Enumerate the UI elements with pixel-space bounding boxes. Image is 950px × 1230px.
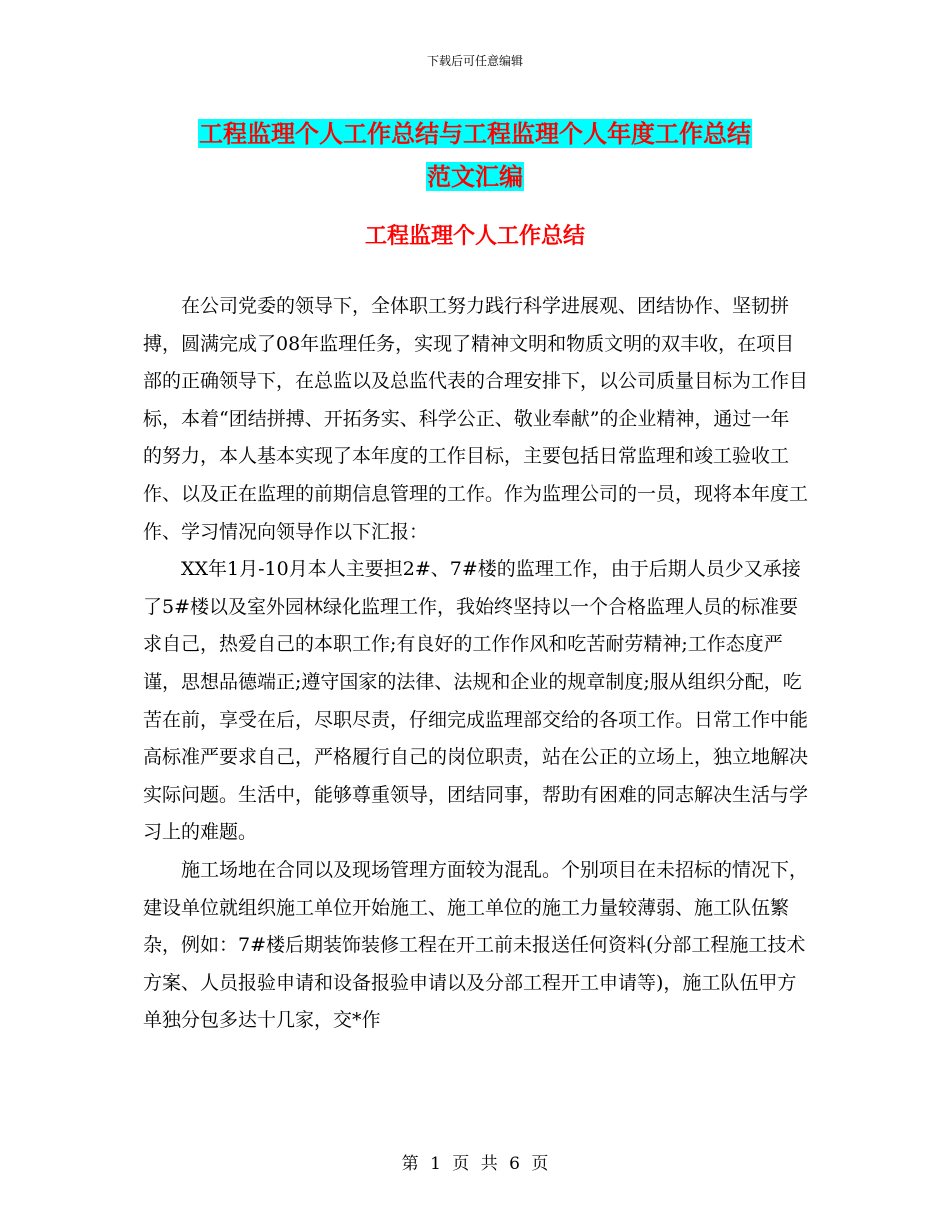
- header-note: 下载后可任意编辑: [426, 54, 523, 68]
- document-title-line-1: 工程监理个人工作总结与工程监理个人年度工作总结: [199, 119, 751, 148]
- section-title: 工程监理个人工作总结: [364, 223, 585, 249]
- page-footer: 第 1 页 共 6 页: [401, 1154, 549, 1174]
- paragraph-1: 在公司党委的领导下，全体职工努力践行科学进展观、团结协作、坚韧拼搏，圆满完成了08年监理任务，实现了精神文明和物质文明的双丰收，在项目部的正确领导下，在总监以及总监代表的合理安排下，以公司质量目标为工作目标，本着“团结拼搏、开拓务实、科学公正、敬业奉献”的企业精神，通过一年的努力，本人基本实现了本年度的工作目标，主要包括日常监理和竣工验收工作、以及正在监理的前期信息管理的工作。作为监理公司的一员，现将本年度工作、学习情况向领导作以下汇报：: [143, 295, 809, 543]
- paragraph-2: XX年1月-10月本人主要担2#、7#楼的监理工作，由于后期人员少又承接了5#楼以及室外园林绿化监理工作，我始终坚持以一个合格监理人员的标准要求自己，热爱自己的本职工作;有良好的工作作风和吃苦耐劳精神;工作态度严谨，思想品德端正;遵守国家的法律、法规和企业的规章制度;服从组织分配，吃苦在前，享受在后，尽职尽责，仔细完成监理部交给的各项工作。日常工作中能高标准严要求自己，严格履行自己的岗位职责，站在公正的立场上，独立地解决实际问题。生活中，能够尊重领导，团结同事，帮助有困难的同志解决生活与学习上的难题。: [143, 558, 809, 844]
- document-title: [0, 112, 950, 198]
- paragraph-3: 施工场地在合同以及现场管理方面较为混乱。个别项目在未招标的情况下，建设单位就组织施工单位开始施工、施工单位的施工力量较薄弱、施工队伍繁杂，例如：7#楼后期装饰装修工程在开工前未报送任何资料(分部工程施工技术方案、人员报验申请和设备报验申请以及分部工程开工申请等)，施工队伍甲方单独分包多达十几家，交*作: [143, 858, 809, 1032]
- body-text: [143, 288, 808, 1040]
- document-title-line-2: 范文汇编: [427, 162, 523, 191]
